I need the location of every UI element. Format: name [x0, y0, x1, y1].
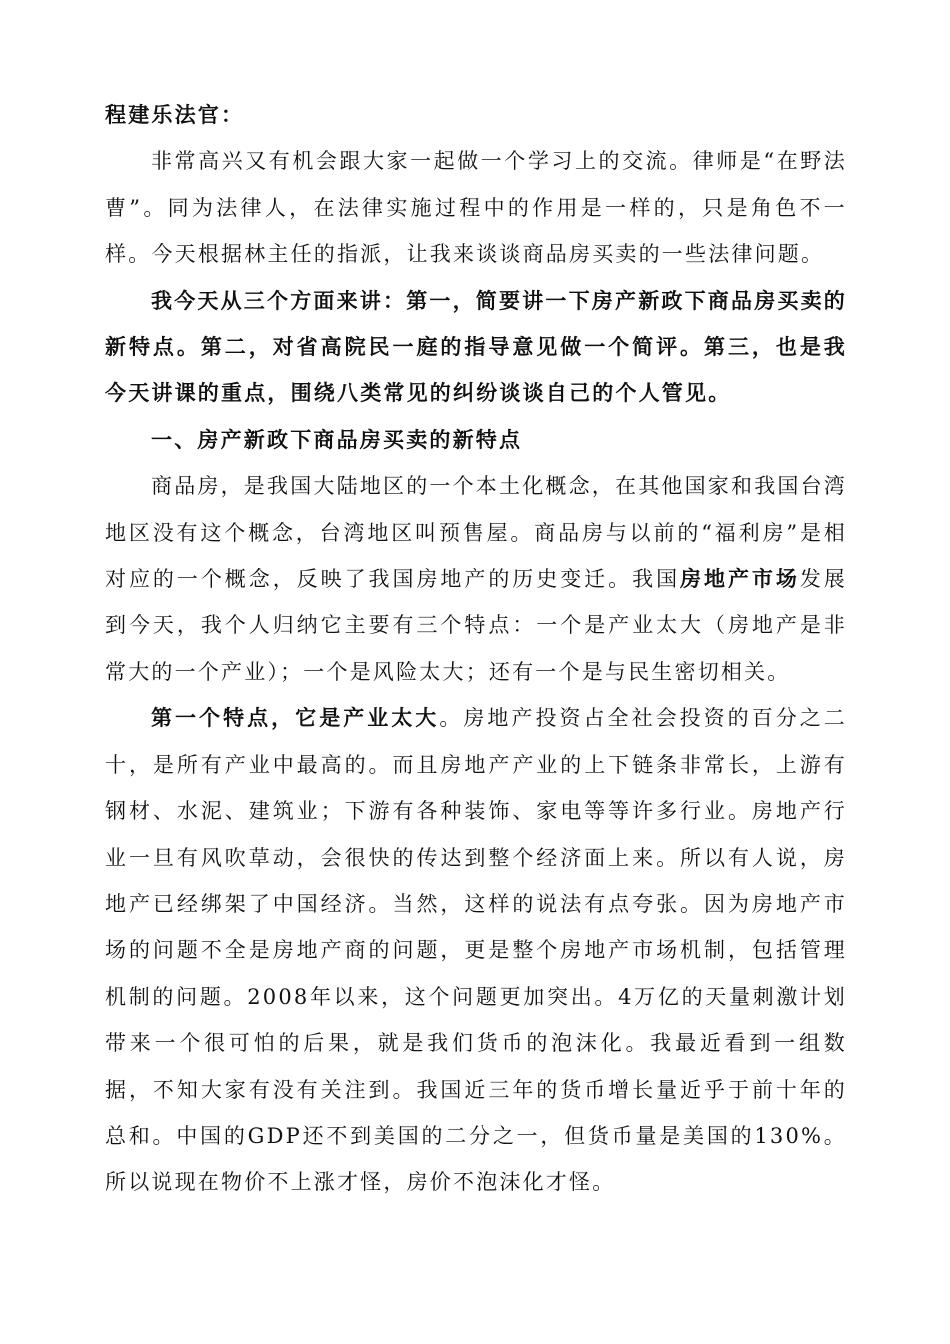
bold-lead: 第一个特点，它是产业太大: [151, 705, 440, 731]
paragraph-text: 商品房，是我国大陆地区的一个本土化概念，在其他国家和我国台湾地区没有这个概念，台湾地区叫预售屋。商品房与以前的“福利房”是相对应的一个概念，反映了我国房地产的历史变迁。我国: [105, 474, 847, 592]
document-page: [105, 92, 847, 1206]
bold-phrase: 房地产市场: [680, 566, 800, 592]
paragraph-commodity-housing: [105, 463, 847, 695]
speaker-heading: 程建乐法官：: [105, 102, 245, 127]
paragraph-text: 。房地产投资占全社会投资的百分之二十，是所有产业中最高的。而且房地产产业的上下链条非常长，上游有钢材、水泥、建筑业；下游有各种装饰、家电等等许多行业。房地产行业一旦有风吹草动，会很快的传达到整个经济面上来。所以有人说，房地产已经绑架了中国经济。当然，这样的说法有点夸张。因为房地产市场的问题不全是房地产商的问题，更是整个房地产市场机制，包括管理机制的问题。2008年以来，这个问题更加突出。4万亿的天量刺激计划带来一个很可怕的后果，就是我们货币的泡沫化。我最近看到一组数据，不知大家有没有关注到。我国近三年的货币增长量近乎于前十年的总和。中国的GDP还不到美国的二分之一，但货币量是美国的130%。所以说现在物价不上涨才怪，房价不泡沫化才怪。: [105, 706, 847, 1195]
paragraph-outline: 我今天从三个方面来讲：第一，简要讲一下房产新政下商品房买卖的新特点。第二，对省高院民一庭的指导意见做一个简评。第三，也是我今天讲课的重点，围绕八类常见的纠纷谈谈自己的个人管见。: [105, 287, 847, 406]
paragraph-intro: 非常高兴又有机会跟大家一起做一个学习上的交流。律师是“在野法曹”。同为法律人，在法律实施过程中的作用是一样的，只是角色不一样。今天根据林主任的指派，让我来谈谈商品房买卖的一些法律问题。: [105, 149, 847, 267]
paragraph-text: 发展到今天，我个人归纳它主要有三个特点：一个是产业太大（房地产是非常大的一个产业）；一个是风险太大；还有一个是与民生密切相关。: [105, 567, 847, 684]
section-heading-1: 一、房产新政下商品房买卖的新特点: [151, 426, 523, 452]
paragraph-feature-1: [105, 695, 847, 1205]
